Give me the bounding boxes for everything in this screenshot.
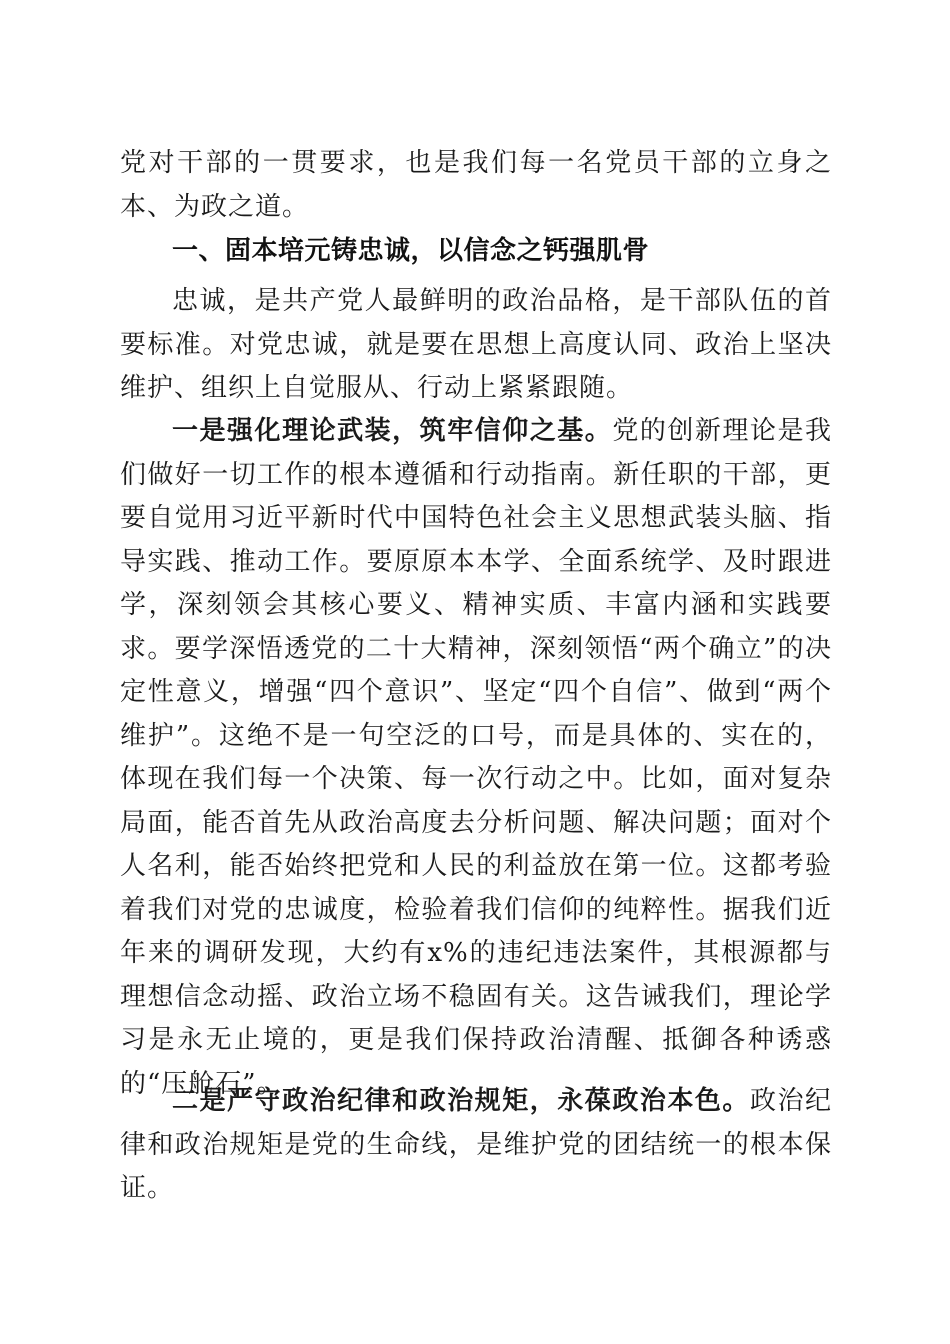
point-two-body: 政治纪律和政治规矩是党的生命线，是维护党的团结统一的根本保证。 [120,1086,832,1203]
paragraph-point-one [120,410,832,1106]
section-heading: 一、固本培元铸忠诚，以信念之钙强肌骨 [172,236,650,266]
point-one-body: 党的创新理论是我们做好一切工作的根本遵循和行动指南。新任职的干部，更要自觉用习近平新时代中国特色社会主义思想武装头脑、指导实践、推动工作。要原原本本学、全面系统学、及时跟进学，深刻领会其核心要义、精神实质、丰富内涵和实践要求。要学深悟透党的二十大精神，深刻领悟“两个确立”的决定性意义，增强“四个意识”、坚定“四个自信”、做到“两个维护”。这绝不是一句空泛的口号，而是具体的、实在的，体现在我们每一个决策、每一次行动之中。比如，面对复杂局面，能否首先从政治高度去分析问题、解决问题；面对个人名利，能否始终把党和人民的利益放在第一位。这都考验着我们对党的忠诚度，检验着我们信仰的纯粹性。据我们近年来的调研发现，大约有x%的违纪违法案件，其根源都与理想信念动摇、政治立场不稳固有关。这告诫我们，理论学习是永无止境的，更是我们保持政治清醒、抵御各种诱惑的“压舱石”。 [120,416,832,1099]
paragraph-loyalty: 忠诚，是共产党人最鲜明的政治品格，是干部队伍的首要标准。对党忠诚，就是要在思想上高度认同、政治上坚决维护、组织上自觉服从、行动上紧紧跟随。 [120,286,832,403]
paragraph-point-two [120,1080,832,1211]
paragraph-continuation: 党对干部的一贯要求，也是我们每一名党员干部的立身之本、为政之道。 [120,148,832,222]
point-two-lead: 二是严守政治纪律和政治规矩，永葆政治本色。 [172,1086,750,1116]
point-one-lead: 一是强化理论武装，筑牢信仰之基。 [172,416,613,446]
